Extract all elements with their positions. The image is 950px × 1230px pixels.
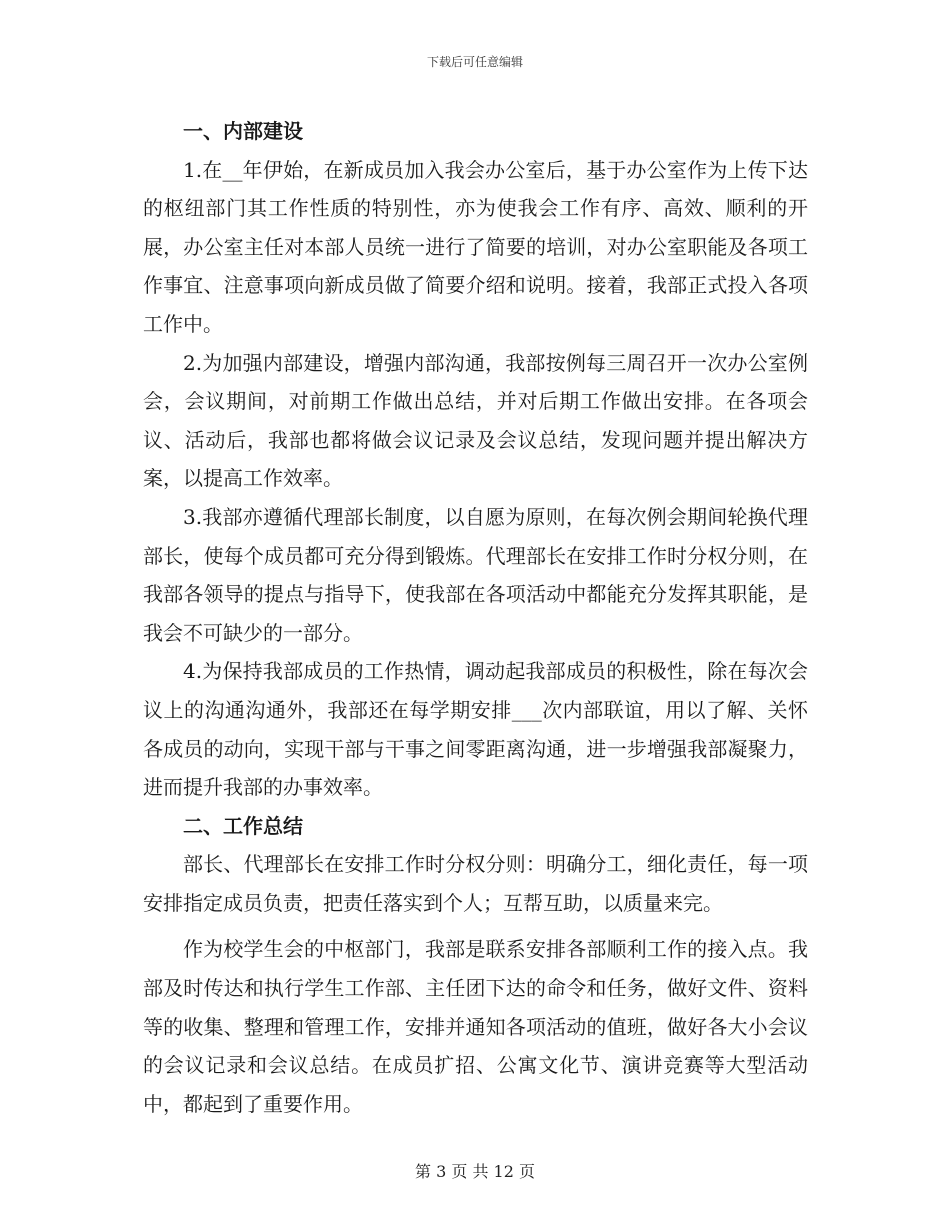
document-body — [143, 112, 808, 1123]
paragraph: 3.我部亦遵循代理部长制度，以自愿为原则，在每次例会期间轮换代理部长，使每个成员都可充分得到锻炼。代理部长在安排工作时分权分则，在我部各领导的提点与指导下，使我部在各项活动中都能充分发挥其职能，是我会不可缺少的一部分。 — [143, 504, 808, 645]
paragraph: 作为校学生会的中枢部门，我部是联系安排各部顺利工作的接入点。我部及时传达和执行学生工作部、主任团下达的命令和任务，做好文件、资料等的收集、整理和管理工作，安排并通知各项活动的值班，做好各大小会议的会议记录和会议总结。在成员扩招、公寓文化节、演讲竞赛等大型活动中，都起到了重要作用。 — [143, 937, 808, 1116]
paragraph: 2.为加强内部建设，增强内部沟通，我部按例每三周召开一次办公室例会，会议期间，对前期工作做出总结，并对后期工作做出安排。在各项会议、活动后，我部也都将做会议记录及会议总结，发现问题并提出解决方案，以提高工作效率。 — [143, 350, 808, 491]
page-header: 下载后可任意编辑 — [426, 55, 523, 69]
section-heading-work-summary: 二、工作总结 — [183, 813, 303, 838]
paragraph: 1.在__年伊始，在新成员加入我会办公室后，基于办公室作为上传下达的枢纽部门其工作性质的特别性，亦为使我会工作有序、高效、顺利的开展，办公室主任对本部人员统一进行了简要的培训，对办公室职能及各项工作事宜、注意事项向新成员做了简要介绍和说明。接着，我部正式投入各项工作中。 — [143, 157, 808, 336]
page-number: 第 3 页 共 12 页 — [415, 1162, 535, 1181]
section-heading-internal-construction: 一、内部建设 — [183, 119, 303, 143]
paragraph: 4.为保持我部成员的工作热情，调动起我部成员的积极性，除在每次会议上的沟通沟通外，我部还在每学期安排___次内部联谊，用以了解、关怀各成员的动向，实现干部与干事之间零距离沟通，进一步增强我部凝聚力，进而提升我部的办事效率。 — [143, 659, 808, 800]
paragraph: 部长、代理部长在安排工作时分权分则：明确分工，细化责任，每一项安排指定成员负责，把责任落实到个人；互帮互助，以质量来完。 — [143, 852, 808, 915]
